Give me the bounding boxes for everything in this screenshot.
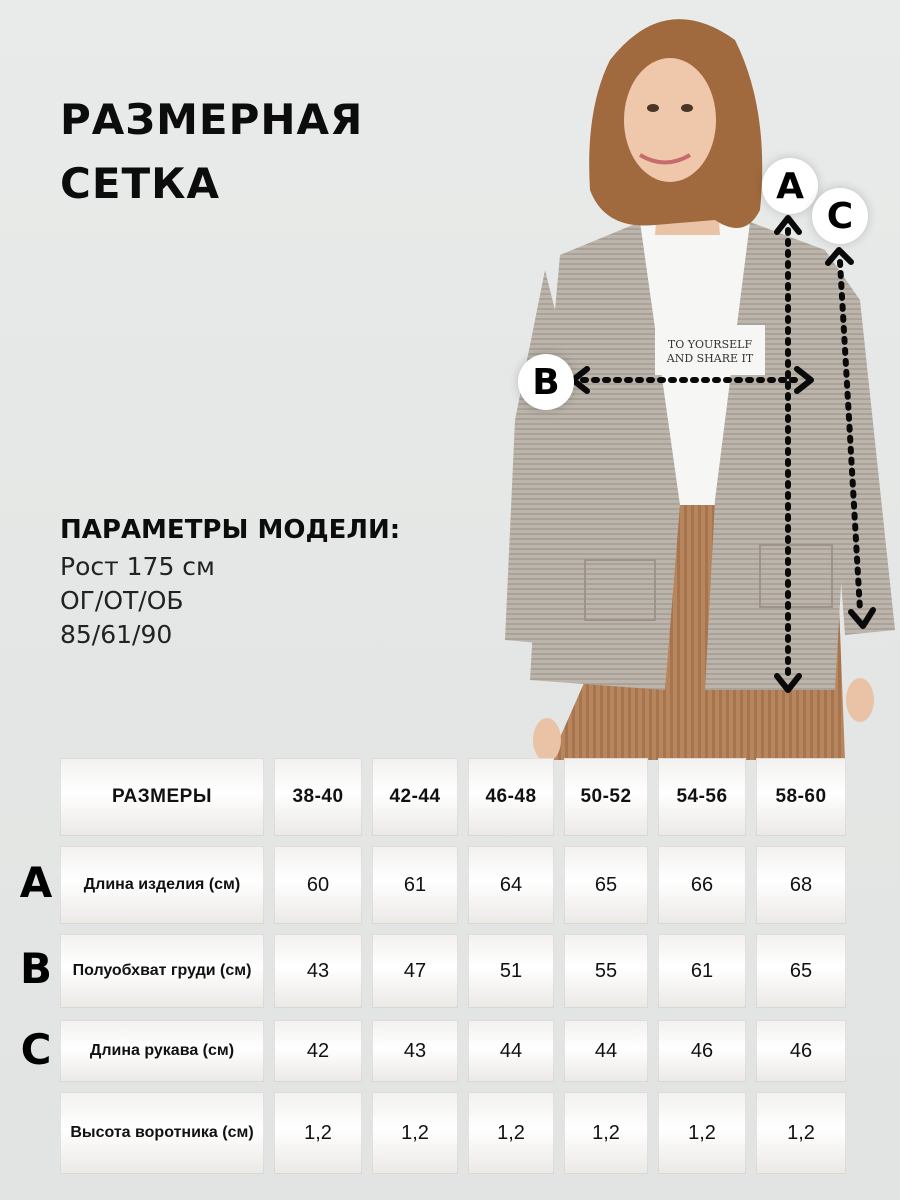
table-cell: 42	[274, 1020, 362, 1082]
table-cell: 1,2	[468, 1092, 554, 1174]
title-line-1: РАЗМЕРНАЯ	[60, 95, 364, 144]
size-header-38-40: 38-40	[274, 758, 362, 836]
table-cell: 1,2	[658, 1092, 746, 1174]
model-height: Рост 175 см	[60, 552, 215, 581]
row-label-collar: Высота воротника (см)	[60, 1092, 264, 1174]
size-header-50-52: 50-52	[564, 758, 648, 836]
table-cell: 46	[756, 1020, 846, 1082]
model-measures-label: ОГ/ОТ/ОБ	[60, 586, 184, 615]
table-cell: 1,2	[756, 1092, 846, 1174]
table-cell: 43	[274, 934, 362, 1008]
size-table-header-label: РАЗМЕРЫ	[60, 758, 264, 836]
page-title	[60, 88, 363, 216]
table-cell: 1,2	[372, 1092, 458, 1174]
table-cell: 44	[564, 1020, 648, 1082]
table-cell: 44	[468, 1020, 554, 1082]
table-cell: 65	[564, 846, 648, 924]
table-cell: 61	[658, 934, 746, 1008]
table-cell: 1,2	[564, 1092, 648, 1174]
tshirt-print-line-2: AND SHARE IT	[666, 352, 754, 365]
row-letter-b: B	[19, 944, 52, 993]
table-cell: 47	[372, 934, 458, 1008]
table-cell: 66	[658, 846, 746, 924]
table-cell: 46	[658, 1020, 746, 1082]
size-header-54-56: 54-56	[658, 758, 746, 836]
table-cell: 65	[756, 934, 846, 1008]
row-letter-c: C	[20, 1025, 52, 1074]
table-cell: 60	[274, 846, 362, 924]
tshirt-print-line-1: TO YOURSELF	[667, 338, 753, 351]
size-header-46-48: 46-48	[468, 758, 554, 836]
row-label-chest: Полуобхват груди (см)	[60, 934, 264, 1008]
model-parameters	[60, 510, 400, 652]
model-parameters-heading: ПАРАМЕТРЫ МОДЕЛИ:	[60, 515, 401, 545]
title-line-2: СЕТКА	[60, 159, 220, 208]
table-cell: 43	[372, 1020, 458, 1082]
row-label-length: Длина изделия (см)	[60, 846, 264, 924]
model-measures-value: 85/61/90	[60, 620, 173, 649]
size-header-42-44: 42-44	[372, 758, 458, 836]
row-letter-a: A	[19, 858, 53, 907]
row-label-sleeve: Длина рукава (см)	[60, 1020, 264, 1082]
table-cell: 55	[564, 934, 648, 1008]
table-cell: 1,2	[274, 1092, 362, 1174]
marker-a: A	[762, 158, 818, 214]
table-cell: 68	[756, 846, 846, 924]
marker-b: B	[518, 354, 574, 410]
marker-c: C	[812, 188, 868, 244]
table-cell: 51	[468, 934, 554, 1008]
table-cell: 64	[468, 846, 554, 924]
table-cell: 61	[372, 846, 458, 924]
size-header-58-60: 58-60	[756, 758, 846, 836]
